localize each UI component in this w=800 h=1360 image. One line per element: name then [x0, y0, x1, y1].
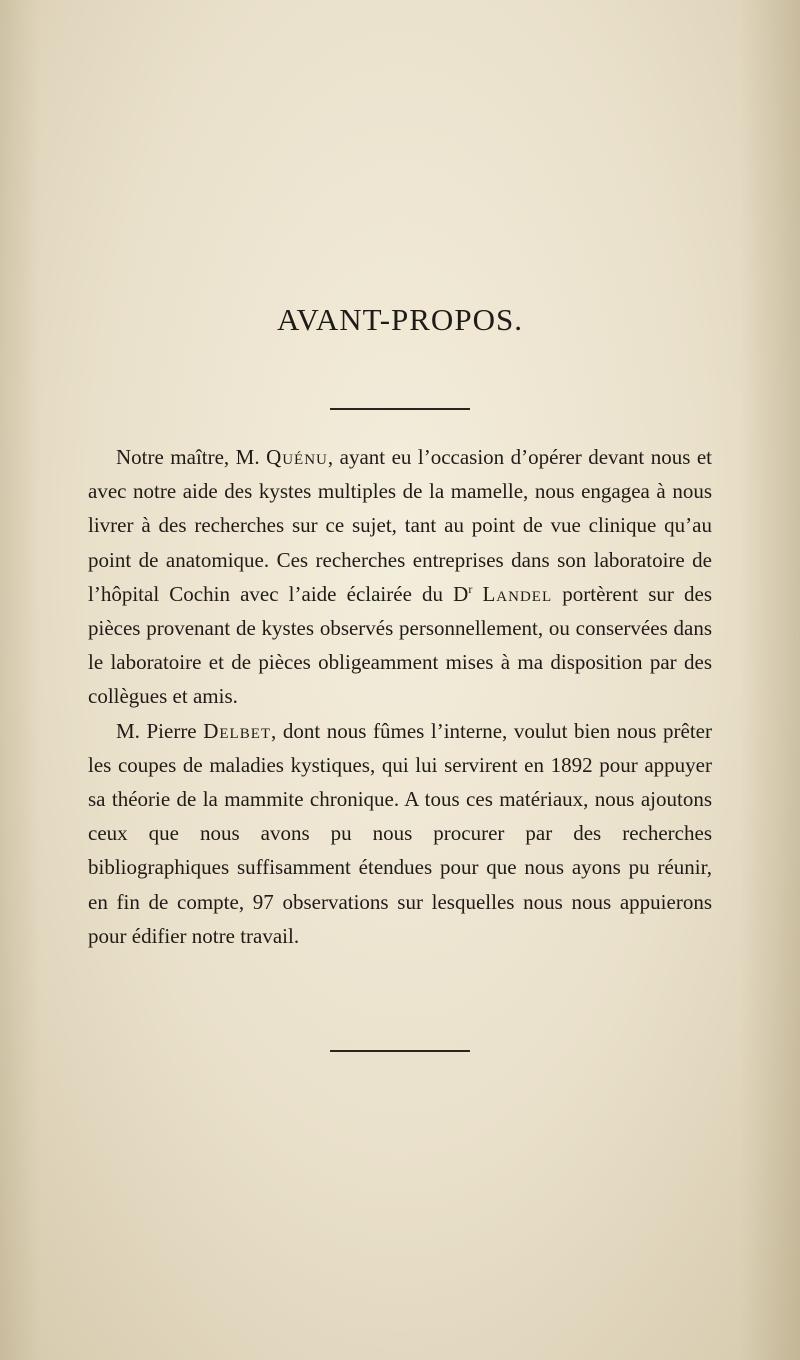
- paragraph-1-intro: Notre maître, M.: [116, 445, 267, 469]
- name-quenu: Quénu: [266, 445, 328, 469]
- paragraph-2-intro: M. Pierre: [116, 718, 204, 743]
- name-delbet: Delbet: [203, 718, 272, 743]
- paragraph-2-text: , dont nous fûmes l’interne, voulut bien nous prêter les coupes de maladies kystiques, qui lui servirent en 1892 pour appuyer sa théorie de la mammite chronique. A tous ces matériaux, nous ajoutons ceux que nous avons pu nous procurer par des recherches bibliographiques suffisamment étendues pour que nous ayons pu réunir, en fin de compte, 97 observations sur lesquelles nous nous appuierons pour édifier notre travail.: [88, 718, 712, 948]
- name-landel: Landel: [482, 581, 553, 606]
- divider-bottom: [330, 1050, 470, 1052]
- page-shadow-left: [0, 0, 40, 1360]
- page-shadow-right: [740, 0, 800, 1360]
- paragraph-2: [88, 714, 712, 953]
- paragraph-1-text-b: portèrent sur des pièces provenant de kystes observés personnellement, ou conservées dans le laboratoire et de pièces obligeamment mises à ma disposition par des collègues et amis.: [88, 581, 712, 709]
- body-text: [88, 440, 712, 953]
- divider-top: [330, 408, 470, 410]
- dr-superscript: r: [468, 581, 473, 596]
- paragraph-1: [88, 440, 712, 714]
- page-title: AVANT-PROPOS.: [277, 302, 523, 337]
- paragraph-1-text-a: , ayant eu l’occasion d’opérer devant nous et avec notre aide des kystes multiples de la mamelle, nous engagea à nous livrer à des recherches sur ce sujet, tant au point de vue clinique qu’au point de anatomique. Ces recherches entreprises dans son laboratoire de l’hôpital Cochin avec l’aide éclairée du D: [88, 445, 712, 606]
